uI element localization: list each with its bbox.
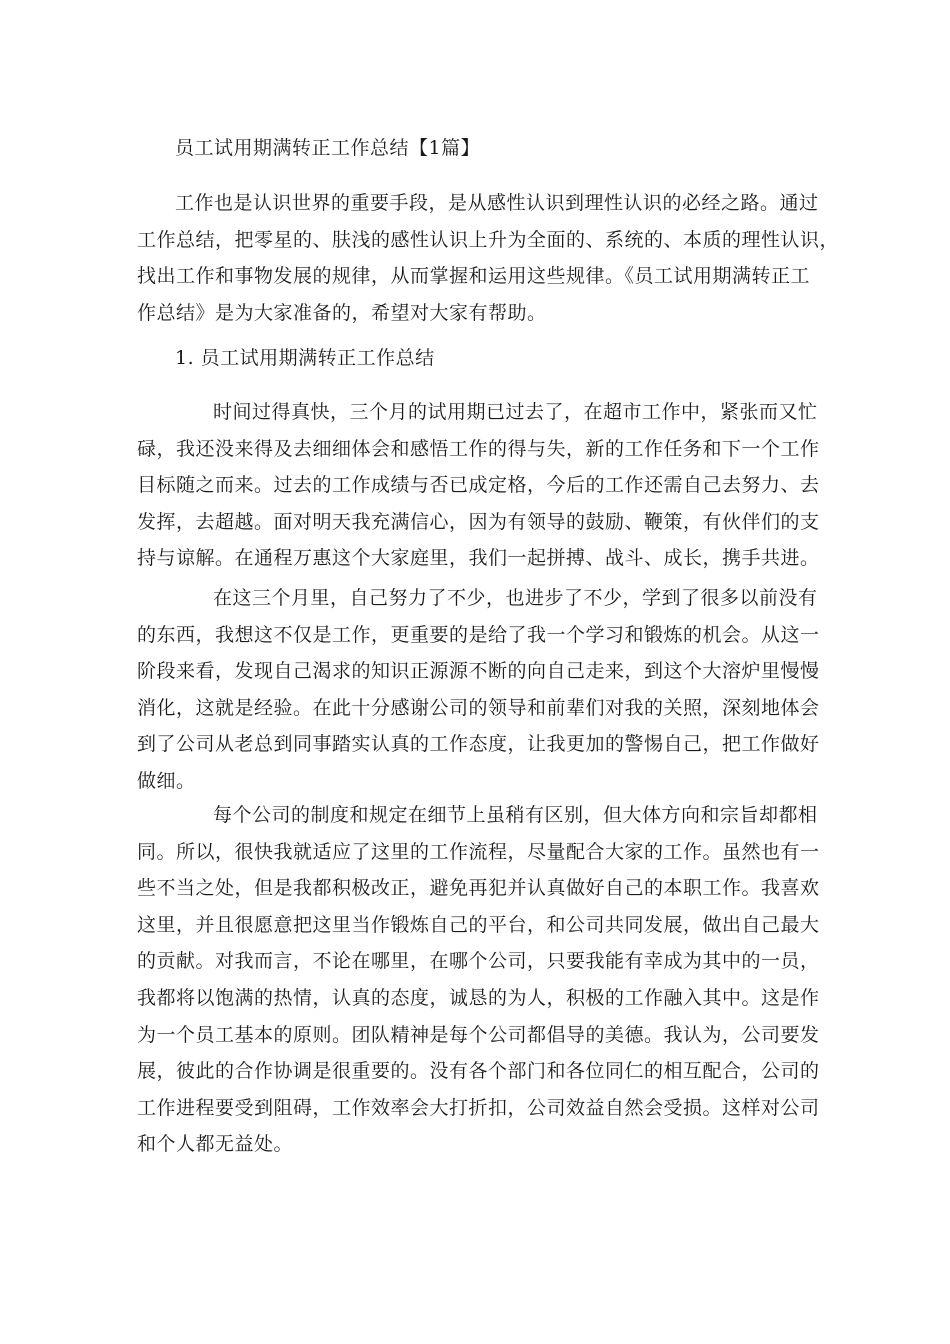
paragraph-line: 发挥，去超越。面对明天我充满信心，因为有领导的鼓励、鞭策，有伙伴们的支 — [137, 510, 820, 533]
paragraph-line: 为一个员工基本的原则。团队精神是每个公司都倡导的美德。我认为，公司要发 — [137, 1023, 820, 1046]
paragraph-line: 工作进程要受到阻碍，工作效率会大打折扣，公司效益自然会受损。这样对公司 — [137, 1096, 820, 1119]
paragraph-line: 消化，这就是经验。在此十分感谢公司的领导和前辈们对我的关照，深刻地体会 — [137, 696, 820, 719]
paragraph-line: 阶段来看，发现自己渴求的知识正源源不断的向自己走来，到这个大溶炉里慢慢 — [137, 660, 820, 683]
section-heading: 1. 员工试用期满转正工作总结 — [175, 347, 435, 369]
paragraph-line: 时间过得真快，三个月的试用期已过去了，在超市工作中，紧张而又忙 — [213, 401, 818, 423]
intro-line: 作总结》是为大家准备的，希望对大家有帮助。 — [137, 301, 547, 324]
paragraph-line: 做细。 — [137, 769, 196, 792]
paragraph-line: 碌，我还没来得及去细细体会和感悟工作的得与失，新的工作任务和下一个工作 — [137, 437, 820, 460]
paragraph-line: 的贡献。对我而言，不论在哪里，在哪个公司，只要我能有幸成为其中的一员， — [137, 950, 820, 973]
paragraph-line: 目标随之而来。过去的工作成绩与否已成定格，今后的工作还需自己去努力、去 — [137, 474, 820, 497]
paragraph-line: 在这三个月里，自己努力了不少，也进步了不少，学到了很多以前没有 — [213, 587, 818, 609]
paragraph-line: 同。所以，很快我就适应了这里的工作流程，尽量配合大家的工作。虽然也有一 — [137, 840, 820, 863]
intro-line: 找出工作和事物发展的规律，从而掌握和运用这些规律。《员工试用期满转正工 — [137, 265, 811, 288]
paragraph-line: 我都将以饱满的热情，认真的态度，诚恳的为人，积极的工作融入其中。这是作 — [137, 986, 820, 1009]
document-title: 员工试用期满转正工作总结【1篇】 — [175, 137, 481, 159]
paragraph-line: 展，彼此的合作协调是很重要的。没有各个部门和各位同仁的相互配合，公司的 — [137, 1060, 820, 1083]
paragraph-line: 的东西，我想这不仅是工作，更重要的是给了我一个学习和锻炼的机会。从这一 — [137, 623, 820, 646]
body-paragraph-1 — [137, 394, 827, 577]
paragraph-line: 每个公司的制度和规定在细节上虽稍有区别，但大体方向和宗旨却都相 — [213, 804, 818, 826]
paragraph-line: 到了公司从老总到同事踏实认真的工作态度，让我更加的警惕自己，把工作做好 — [137, 733, 820, 756]
body-paragraph-3 — [137, 797, 827, 1163]
paragraph-line: 些不当之处，但是我都积极改正，避免再犯并认真做好自己的本职工作。我喜欢 — [137, 877, 820, 900]
paragraph-line: 和个人都无益处。 — [137, 1133, 294, 1156]
body-paragraph-2 — [137, 580, 827, 800]
intro-line: 工作也是认识世界的重要手段，是从感性认识到理性认识的必经之路。通过 — [175, 192, 819, 214]
paragraph-line: 持与谅解。在通程万惠这个大家庭里，我们一起拼搏、战斗、成长，携手共进。 — [137, 547, 820, 570]
paragraph-line: 这里，并且很愿意把这里当作锻炼自己的平台，和公司共同发展，做出自己最大 — [137, 913, 820, 936]
intro-paragraph — [137, 185, 840, 331]
intro-line: 工作总结，把零星的、肤浅的感性认识上升为全面的、系统的、本质的理性认识， — [137, 228, 840, 251]
